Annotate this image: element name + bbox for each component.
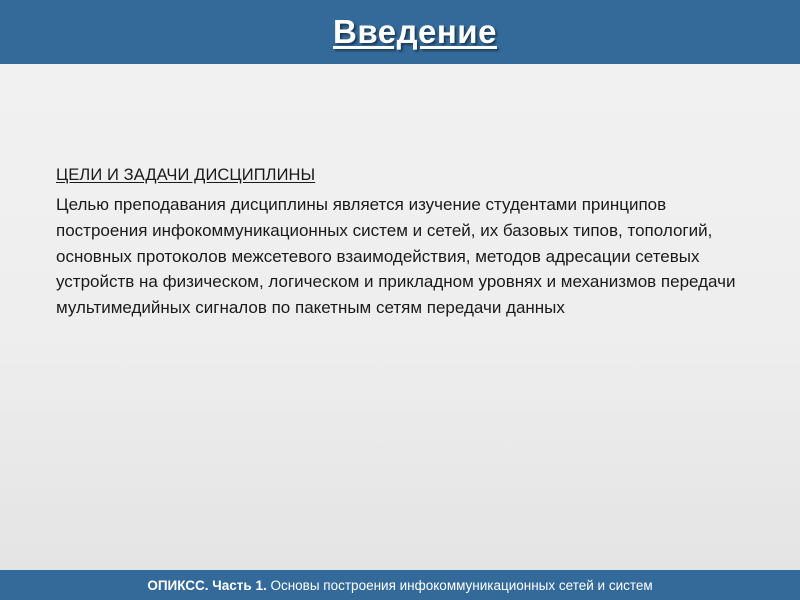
header-bar [0,0,800,64]
slide-title: Введение [333,13,497,50]
section-heading: ЦЕЛИ И ЗАДАЧИ ДИСЦИПЛИНЫ [56,166,316,184]
footer-course-label: ОПИКСС. Часть 1. [147,577,267,593]
body-paragraph: Целью преподавания дисциплины является изучение студентами принципов построения инфокоммуникационных систем и сетей, их базовых типов, топологий, основных протоколов межсетевого взаимодействия, методов адресации сетевых устройств на физическом, логическом и прикладном уровнях и механизмов передачи мультимедийных сигналов по пакетным сетям передачи данных [56,195,736,318]
footer-bar [0,570,800,600]
slide-content [56,164,756,321]
footer-course-title: Основы построения инфокоммуникационных сетей и систем [270,577,653,593]
